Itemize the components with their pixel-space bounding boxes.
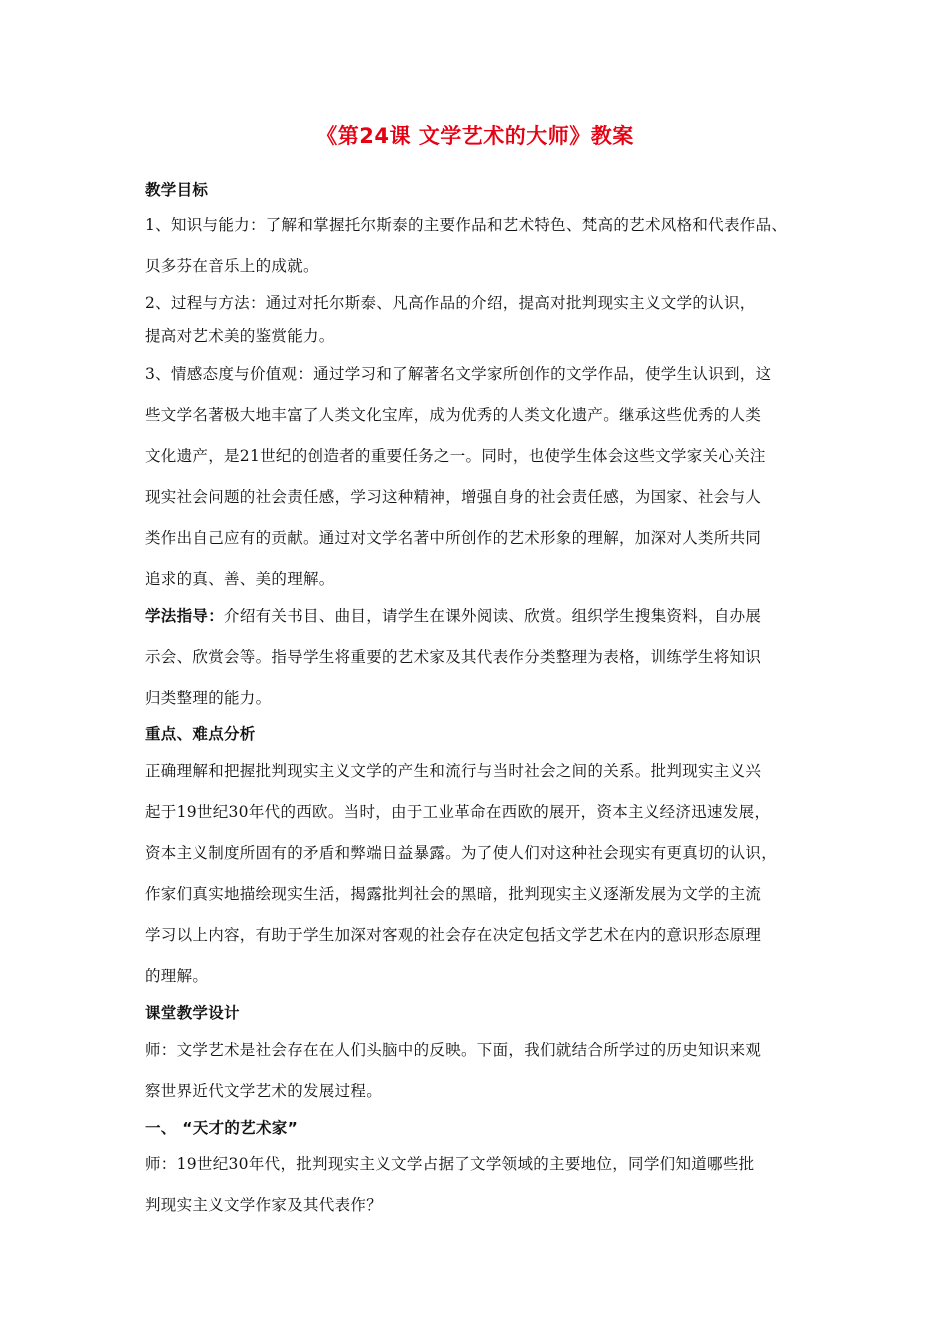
paragraph-line: 追求的真、善、美的理解。 [145, 570, 335, 588]
section-heading-design: 课堂教学设计 [145, 1004, 240, 1022]
paragraph-method [145, 604, 815, 626]
part-heading-genius-artist: 一、 “天才的艺术家” [145, 1119, 299, 1137]
paragraph-line: 现实社会问题的社会责任感，学习这种精神，增强自身的社会责任感，为国家、社会与人 [145, 488, 762, 506]
paragraph-line: 类作出自己应有的贡献。通过对文学名著中所创作的艺术形象的理解，加深对人类所共同 [145, 529, 762, 547]
paragraph-line: 正确理解和把握批判现实主义文学的产生和流行与当时社会之间的关系。批判现实主义兴 [145, 762, 762, 780]
paragraph-line: 学习以上内容，有助于学生加深对客观的社会存在决定包括文学艺术在内的意识形态原理 [145, 926, 762, 944]
paragraph-line: 察世界近代文学艺术的发展过程。 [145, 1082, 383, 1100]
paragraph-line: 文化遗产，是21世纪的创造者的重要任务之一。同时，也使学生体会这些文学家关心关注 [145, 447, 766, 465]
paragraph-line: 判现实主义文学作家及其代表作？ [145, 1196, 383, 1214]
paragraph-line: 起于19世纪30年代的西欧。当时，由于工业革命在西欧的展开，资本主义经济迅速发展， [145, 803, 771, 821]
paragraph-line: 提高对艺术美的鉴赏能力。 [145, 327, 335, 345]
document-title: 《第24课 文学艺术的大师》教案 [316, 124, 634, 148]
section-heading-objectives: 教学目标 [145, 181, 209, 199]
section-heading-keypoints: 重点、难点分析 [145, 725, 256, 743]
paragraph-line: 师：文学艺术是社会存在在人们头脑中的反映。下面，我们就结合所学过的历史知识来观 [145, 1041, 762, 1059]
paragraph-line: 资本主义制度所固有的矛盾和弊端日益暴露。为了使人们对这种社会现实有更真切的认识， [145, 844, 778, 862]
paragraph-line: 作家们真实地描绘现实生活，揭露批判社会的黑暗，批判现实主义逐渐发展为文学的主流 [145, 885, 762, 903]
paragraph-line: 归类整理的能力。 [145, 689, 272, 707]
paragraph-line: 3、情感态度与价值观：通过学习和了解著名文学家所创作的文学作品，使学生认识到，这 [145, 365, 772, 383]
paragraph-line: 师：19世纪30年代，批判现实主义文学占据了文学领域的主要地位，同学们知道哪些批 [145, 1155, 755, 1173]
method-label: 学法指导： [145, 607, 225, 625]
paragraph-line: 1、知识与能力：了解和掌握托尔斯泰的主要作品和艺术特色、梵高的艺术风格和代表作品、 [145, 216, 788, 234]
paragraph-line: 贝多芬在音乐上的成就。 [145, 257, 319, 275]
paragraph-line: 示会、欣赏会等。指导学生将重要的艺术家及其代表作分类整理为表格，训练学生将知识 [145, 648, 762, 666]
paragraph-line: 些文学名著极大地丰富了人类文化宝库，成为优秀的人类文化遗产。继承这些优秀的人类 [145, 406, 762, 424]
paragraph-line: 的理解。 [145, 967, 209, 985]
method-text: 介绍有关书目、曲目，请学生在课外阅读、欣赏。组织学生搜集资料，自办展 [224, 607, 762, 625]
paragraph-line: 2、过程与方法：通过对托尔斯泰、凡高作品的介绍，提高对批判现实主义文学的认识， [145, 294, 756, 312]
